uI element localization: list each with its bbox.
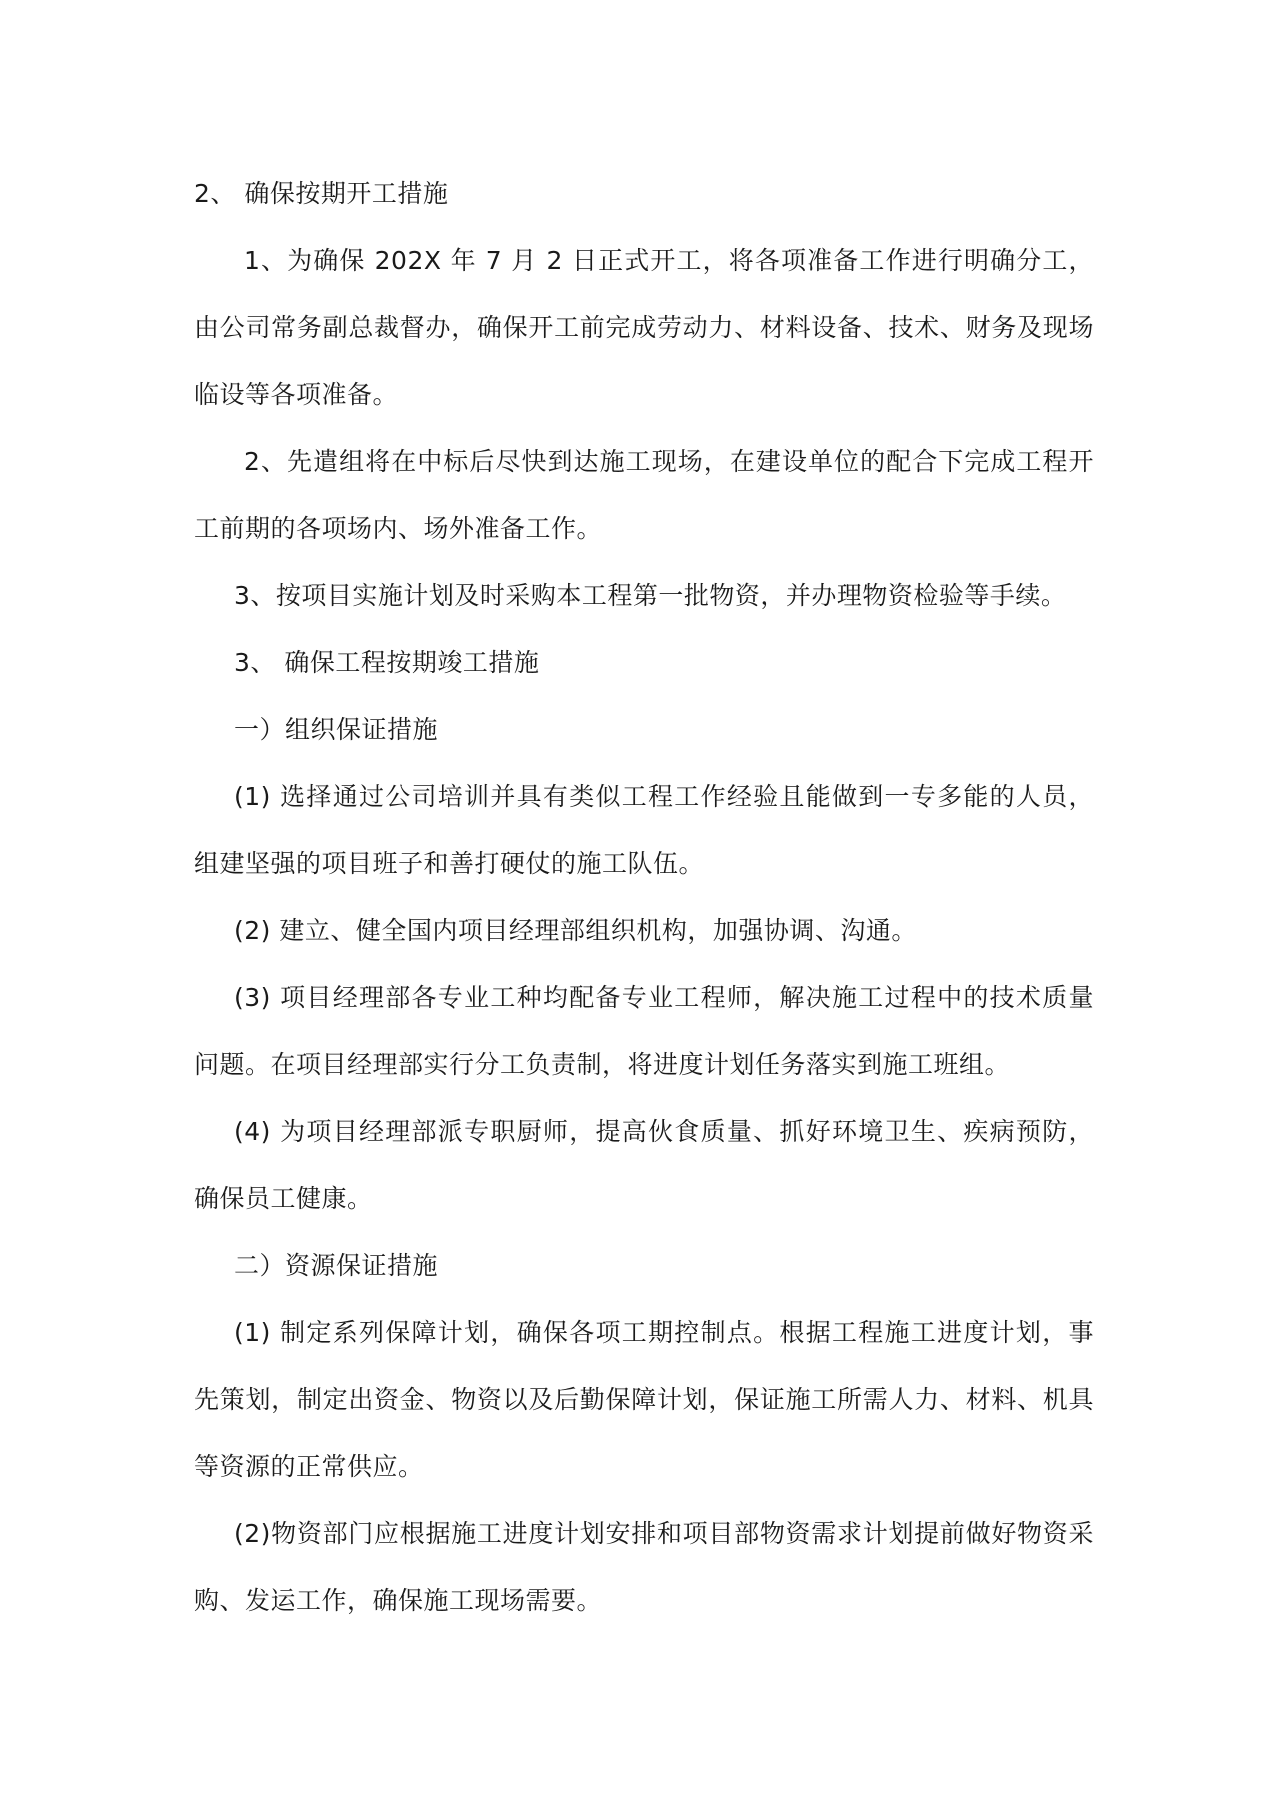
list-item-org-4: (4) 为项目经理部派专职厨师，提高伙食质量、抓好环境卫生、疾病预防，确保员工健康。 [194,1117,1094,1213]
subheading-organization: 一）组织保证措施 [234,715,439,744]
document-body [194,160,1094,1634]
paragraph-start-date: 1、为确保 202X 年 7 月 2 日正式开工，将各项准备工作进行明确分工，由公司常务副总裁督办，确保开工前完成劳动力、材料设备、技术、财务及现场临设等各项准备。 [194,246,1094,409]
paragraph-procurement: 3、按项目实施计划及时采购本工程第一批物资，并办理物资检验等手续。 [234,581,1067,610]
subheading-resources: 二）资源保证措施 [234,1251,439,1280]
list-item-res-1: (1) 制定系列保障计划，确保各项工期控制点。根据工程施工进度计划，事先策划，制定出资金、物资以及后勤保障计划，保证施工所需人力、材料、机具等资源的正常供应。 [194,1318,1094,1481]
list-item-res-2: (2)物资部门应根据施工进度计划安排和项目部物资需求计划提前做好物资采购、发运工作，确保施工现场需要。 [194,1519,1094,1615]
list-item-org-2: (2) 建立、健全国内项目经理部组织机构，加强协调、沟通。 [234,916,917,945]
section-heading-start-measures: 2、 确保按期开工措施 [194,179,449,208]
paragraph-advance-team: 2、先遣组将在中标后尽快到达施工现场，在建设单位的配合下完成工程开工前期的各项场内、场外准备工作。 [194,447,1094,543]
section-heading-completion-measures: 3、 确保工程按期竣工措施 [234,648,540,677]
list-item-org-1: (1) 选择通过公司培训并具有类似工程工作经验且能做到一专多能的人员，组建坚强的项目班子和善打硬仗的施工队伍。 [194,782,1094,878]
list-item-org-3: (3) 项目经理部各专业工种均配备专业工程师，解决施工过程中的技术质量问题。在项目经理部实行分工负责制，将进度计划任务落实到施工班组。 [194,983,1094,1079]
